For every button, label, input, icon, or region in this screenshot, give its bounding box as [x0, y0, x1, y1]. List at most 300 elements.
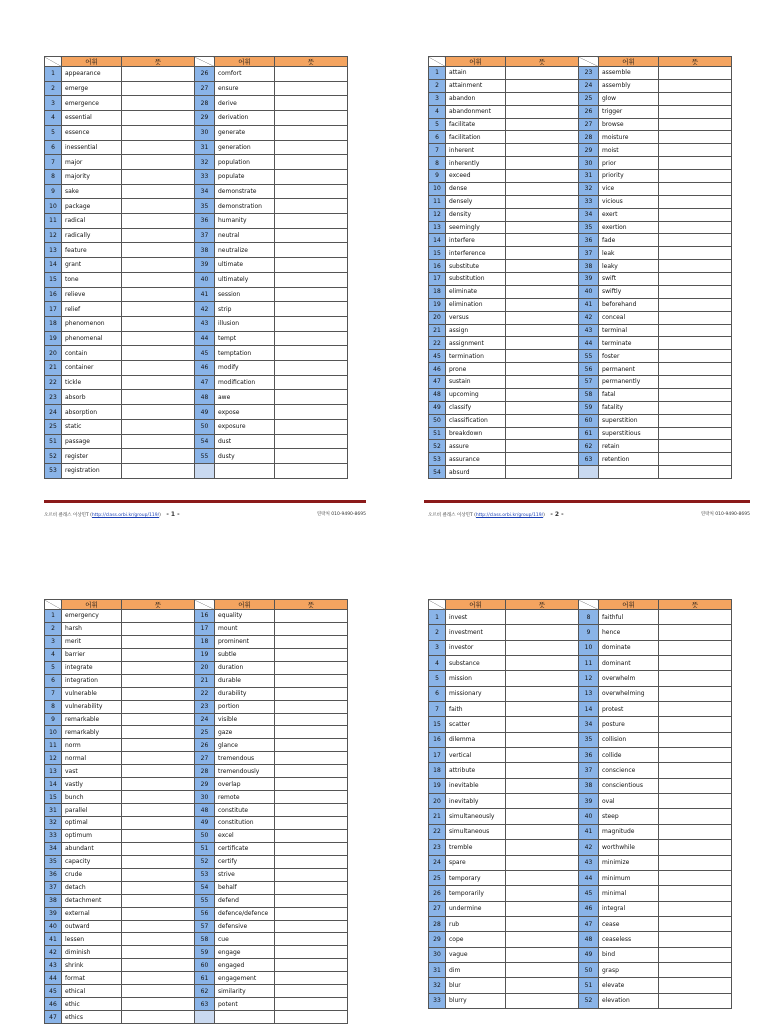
meaning-cell[interactable]	[275, 817, 348, 830]
meaning-cell[interactable]	[659, 732, 732, 747]
meaning-cell[interactable]	[122, 258, 195, 273]
meaning-cell[interactable]	[506, 870, 579, 885]
meaning-cell[interactable]	[506, 440, 579, 453]
meaning-cell[interactable]	[506, 732, 579, 747]
meaning-cell[interactable]	[275, 111, 348, 126]
meaning-cell[interactable]	[659, 144, 732, 157]
table-row	[45, 390, 348, 405]
meaning-cell[interactable]	[659, 208, 732, 221]
meaning-cell[interactable]	[275, 258, 348, 273]
meaning-cell[interactable]	[659, 182, 732, 195]
meaning-cell[interactable]	[659, 285, 732, 298]
meaning-cell[interactable]	[659, 886, 732, 901]
meaning-cell[interactable]	[122, 778, 195, 791]
table-row	[45, 169, 348, 184]
meaning-cell[interactable]	[122, 622, 195, 635]
meaning-cell[interactable]	[275, 184, 348, 199]
meaning-cell[interactable]	[506, 414, 579, 427]
meaning-cell[interactable]	[659, 195, 732, 208]
meaning-cell[interactable]	[659, 337, 732, 350]
meaning-cell[interactable]	[506, 350, 579, 363]
meaning-cell[interactable]	[506, 208, 579, 221]
meaning-cell[interactable]	[122, 804, 195, 817]
meaning-cell[interactable]	[659, 763, 732, 778]
meaning-cell[interactable]	[659, 901, 732, 916]
table-row	[45, 700, 348, 713]
meaning-cell[interactable]	[122, 302, 195, 317]
meaning-cell[interactable]	[122, 610, 195, 623]
meaning-cell[interactable]	[275, 700, 348, 713]
meaning-cell[interactable]	[122, 346, 195, 361]
meaning-cell[interactable]	[506, 886, 579, 901]
word-number: 51	[429, 427, 446, 440]
meaning-cell[interactable]	[506, 170, 579, 183]
meaning-cell[interactable]	[659, 686, 732, 701]
meaning-cell[interactable]	[275, 81, 348, 96]
meaning-cell[interactable]	[659, 363, 732, 376]
meaning-cell[interactable]	[275, 155, 348, 170]
word-cell: elevate	[599, 978, 659, 993]
meaning-cell[interactable]	[275, 169, 348, 184]
meaning-cell[interactable]	[506, 363, 579, 376]
meaning-cell[interactable]	[506, 717, 579, 732]
meaning-cell[interactable]	[275, 346, 348, 361]
word-number: 23	[579, 67, 599, 80]
word-cell: classify	[446, 401, 506, 414]
meaning-cell[interactable]	[122, 449, 195, 464]
meaning-cell[interactable]	[275, 959, 348, 972]
meaning-cell[interactable]	[122, 855, 195, 868]
meaning-cell[interactable]	[659, 260, 732, 273]
meaning-cell[interactable]	[506, 182, 579, 195]
meaning-cell[interactable]	[506, 962, 579, 977]
meaning-cell[interactable]	[659, 440, 732, 453]
table-row	[429, 855, 732, 870]
word-number: 41	[579, 824, 599, 839]
meaning-cell[interactable]	[275, 726, 348, 739]
meaning-cell[interactable]	[506, 748, 579, 763]
meaning-cell[interactable]	[122, 463, 195, 478]
meaning-cell[interactable]	[275, 868, 348, 881]
word-number: 9	[429, 170, 446, 183]
word-number: 61	[195, 972, 215, 985]
meaning-cell[interactable]	[506, 79, 579, 92]
meaning-cell[interactable]	[122, 635, 195, 648]
meaning-cell[interactable]	[275, 998, 348, 1011]
meaning-cell[interactable]	[506, 671, 579, 686]
meaning-cell[interactable]	[659, 778, 732, 793]
meaning-cell[interactable]	[659, 157, 732, 170]
meaning-cell[interactable]	[506, 466, 579, 479]
meaning-cell[interactable]	[506, 247, 579, 260]
meaning-cell[interactable]	[275, 622, 348, 635]
meaning-cell[interactable]	[275, 674, 348, 687]
table-row	[429, 414, 732, 427]
meaning-cell[interactable]	[122, 972, 195, 985]
meaning-cell[interactable]	[275, 228, 348, 243]
meaning-cell[interactable]	[659, 916, 732, 931]
meaning-cell[interactable]	[275, 331, 348, 346]
footer-link[interactable]: http://class.orbi.kr/group/119/	[91, 513, 160, 518]
meaning-cell[interactable]	[506, 932, 579, 947]
meaning-cell[interactable]	[506, 376, 579, 389]
meaning-cell[interactable]	[659, 388, 732, 401]
meaning-cell[interactable]	[122, 390, 195, 405]
meaning-cell[interactable]	[275, 302, 348, 317]
meaning-cell[interactable]	[275, 829, 348, 842]
word-cell: foster	[599, 350, 659, 363]
meaning-cell[interactable]	[122, 894, 195, 907]
meaning-cell[interactable]	[122, 739, 195, 752]
meaning-cell[interactable]	[659, 656, 732, 671]
word-number: 41	[45, 933, 62, 946]
meaning-cell[interactable]	[122, 125, 195, 140]
meaning-cell[interactable]	[275, 67, 348, 82]
meaning-cell[interactable]	[275, 842, 348, 855]
meaning-cell[interactable]	[506, 67, 579, 80]
meaning-cell[interactable]	[122, 140, 195, 155]
meaning-cell[interactable]	[275, 946, 348, 959]
meaning-cell[interactable]	[122, 184, 195, 199]
meaning-cell[interactable]	[122, 316, 195, 331]
word-cell: interference	[446, 247, 506, 260]
meaning-cell[interactable]	[122, 946, 195, 959]
meaning-cell[interactable]	[659, 247, 732, 260]
meaning-cell[interactable]	[275, 140, 348, 155]
meaning-cell[interactable]	[659, 993, 732, 1008]
meaning-cell[interactable]	[275, 687, 348, 700]
meaning-cell[interactable]	[275, 765, 348, 778]
meaning-cell[interactable]	[122, 228, 195, 243]
meaning-cell[interactable]	[506, 427, 579, 440]
meaning-cell[interactable]	[122, 829, 195, 842]
meaning-cell[interactable]	[659, 947, 732, 962]
meaning-cell[interactable]	[122, 933, 195, 946]
meaning-cell[interactable]	[506, 260, 579, 273]
meaning-cell[interactable]	[506, 337, 579, 350]
meaning-cell[interactable]	[275, 463, 348, 478]
word-number: 28	[195, 96, 215, 111]
meaning-cell[interactable]	[275, 855, 348, 868]
meaning-cell[interactable]	[122, 375, 195, 390]
meaning-cell[interactable]	[275, 778, 348, 791]
meaning-cell[interactable]	[122, 998, 195, 1011]
meaning-cell[interactable]	[122, 1011, 195, 1024]
meaning-cell[interactable]	[659, 840, 732, 855]
meaning-cell[interactable]	[122, 111, 195, 126]
meaning-cell[interactable]	[659, 717, 732, 732]
meaning-cell[interactable]	[275, 985, 348, 998]
meaning-cell[interactable]	[659, 79, 732, 92]
meaning-cell[interactable]	[506, 131, 579, 144]
meaning-cell[interactable]	[275, 752, 348, 765]
meaning-cell[interactable]	[122, 674, 195, 687]
meaning-cell[interactable]	[275, 635, 348, 648]
meaning-cell[interactable]	[122, 907, 195, 920]
meaning-cell[interactable]	[506, 105, 579, 118]
meaning-cell[interactable]	[506, 298, 579, 311]
meaning-cell[interactable]	[122, 96, 195, 111]
word-cell: terminate	[599, 337, 659, 350]
footer-contact: 연락처 010-9490-8695	[700, 512, 750, 517]
meaning-cell[interactable]	[659, 414, 732, 427]
meaning-cell[interactable]	[122, 752, 195, 765]
meaning-cell[interactable]	[506, 993, 579, 1008]
meaning-cell[interactable]	[506, 221, 579, 234]
table-row	[429, 901, 732, 916]
meaning-cell[interactable]	[659, 298, 732, 311]
meaning-cell[interactable]	[506, 824, 579, 839]
meaning-cell[interactable]	[275, 804, 348, 817]
meaning-cell[interactable]	[506, 625, 579, 640]
meaning-cell[interactable]	[506, 778, 579, 793]
meaning-cell[interactable]	[122, 959, 195, 972]
meaning-cell[interactable]	[506, 855, 579, 870]
word-number: 6	[429, 131, 446, 144]
meaning-cell[interactable]	[275, 125, 348, 140]
meaning-cell[interactable]	[506, 144, 579, 157]
word-number: 30	[195, 791, 215, 804]
word-number: 28	[429, 916, 446, 931]
meaning-cell[interactable]	[122, 67, 195, 82]
meaning-cell[interactable]	[659, 118, 732, 131]
meaning-cell[interactable]	[659, 376, 732, 389]
meaning-cell[interactable]	[659, 824, 732, 839]
word-cell: protest	[599, 702, 659, 717]
meaning-cell[interactable]	[122, 434, 195, 449]
meaning-cell[interactable]	[122, 272, 195, 287]
meaning-cell[interactable]	[659, 221, 732, 234]
meaning-cell[interactable]	[122, 405, 195, 420]
meaning-cell[interactable]	[275, 287, 348, 302]
meaning-cell[interactable]	[506, 947, 579, 962]
meaning-cell[interactable]	[122, 243, 195, 258]
meaning-cell[interactable]	[659, 234, 732, 247]
word-number: 5	[45, 125, 62, 140]
meaning-cell[interactable]	[659, 350, 732, 363]
meaning-cell[interactable]	[659, 978, 732, 993]
table-row	[45, 302, 348, 317]
meaning-cell[interactable]	[506, 92, 579, 105]
word-cell: register	[62, 449, 122, 464]
meaning-cell[interactable]	[275, 791, 348, 804]
meaning-cell[interactable]	[122, 169, 195, 184]
word-cell: vertical	[446, 748, 506, 763]
table-row	[429, 962, 732, 977]
meaning-cell[interactable]	[122, 765, 195, 778]
word-cell: exceed	[446, 170, 506, 183]
meaning-cell[interactable]	[275, 661, 348, 674]
meaning-cell[interactable]	[275, 881, 348, 894]
meaning-cell[interactable]	[506, 273, 579, 286]
meaning-cell[interactable]	[506, 401, 579, 414]
table-row	[429, 221, 732, 234]
meaning-cell[interactable]	[506, 388, 579, 401]
meaning-cell[interactable]	[275, 419, 348, 434]
meaning-cell[interactable]	[122, 687, 195, 700]
word-number: 32	[429, 978, 446, 993]
meaning-cell[interactable]	[275, 920, 348, 933]
footer-link[interactable]: http://class.orbi.kr/group/119/	[475, 513, 544, 518]
meaning-cell[interactable]	[659, 870, 732, 885]
meaning-cell[interactable]	[275, 243, 348, 258]
meaning-cell[interactable]	[506, 763, 579, 778]
meaning-cell[interactable]	[275, 434, 348, 449]
word-cell: demonstration	[215, 199, 275, 214]
word-number: 19	[429, 778, 446, 793]
meaning-cell[interactable]	[659, 273, 732, 286]
meaning-cell[interactable]	[275, 405, 348, 420]
word-cell: vague	[446, 947, 506, 962]
meaning-cell[interactable]	[275, 972, 348, 985]
word-number: 43	[579, 324, 599, 337]
meaning-cell[interactable]	[122, 881, 195, 894]
meaning-cell[interactable]	[122, 155, 195, 170]
meaning-cell[interactable]	[275, 361, 348, 376]
meaning-cell[interactable]	[275, 316, 348, 331]
meaning-cell[interactable]	[659, 794, 732, 809]
meaning-cell[interactable]	[275, 739, 348, 752]
meaning-cell[interactable]	[506, 656, 579, 671]
meaning-cell[interactable]	[122, 920, 195, 933]
meaning-cell[interactable]	[506, 686, 579, 701]
meaning-cell[interactable]	[275, 713, 348, 726]
meaning-cell[interactable]	[506, 640, 579, 655]
meaning-cell[interactable]	[506, 324, 579, 337]
meaning-cell[interactable]	[275, 390, 348, 405]
meaning-cell[interactable]	[275, 1011, 348, 1024]
meaning-cell[interactable]	[659, 932, 732, 947]
word-number: 60	[579, 414, 599, 427]
word-number: 16	[429, 260, 446, 273]
meaning-cell[interactable]	[506, 311, 579, 324]
meaning-cell[interactable]	[506, 794, 579, 809]
word-number: 45	[195, 346, 215, 361]
meaning-cell[interactable]	[122, 361, 195, 376]
meaning-cell[interactable]	[659, 311, 732, 324]
meaning-cell[interactable]	[659, 466, 732, 479]
table-row	[429, 79, 732, 92]
meaning-cell[interactable]	[275, 214, 348, 229]
meaning-cell[interactable]	[122, 791, 195, 804]
word-number: 24	[429, 855, 446, 870]
meaning-cell[interactable]	[275, 449, 348, 464]
meaning-cell[interactable]	[122, 287, 195, 302]
word-cell: ethical	[62, 985, 122, 998]
meaning-cell[interactable]	[659, 92, 732, 105]
table-row	[45, 920, 348, 933]
word-number: 46	[195, 361, 215, 376]
word-number: 17	[429, 748, 446, 763]
meaning-cell[interactable]	[275, 907, 348, 920]
meaning-cell[interactable]	[122, 817, 195, 830]
meaning-cell[interactable]	[122, 331, 195, 346]
meaning-cell[interactable]	[506, 157, 579, 170]
meaning-cell[interactable]	[122, 713, 195, 726]
meaning-cell[interactable]	[122, 726, 195, 739]
meaning-cell[interactable]	[659, 67, 732, 80]
meaning-cell[interactable]	[659, 625, 732, 640]
meaning-cell[interactable]	[275, 610, 348, 623]
meaning-cell[interactable]	[659, 962, 732, 977]
meaning-cell[interactable]	[275, 199, 348, 214]
meaning-cell[interactable]	[659, 809, 732, 824]
meaning-cell[interactable]	[659, 401, 732, 414]
meaning-cell[interactable]	[506, 916, 579, 931]
meaning-cell[interactable]	[506, 840, 579, 855]
word-number: 44	[195, 331, 215, 346]
word-cell: dominate	[599, 640, 659, 655]
meaning-cell[interactable]	[122, 199, 195, 214]
word-number: 39	[45, 907, 62, 920]
word-cell: excel	[215, 829, 275, 842]
meaning-cell[interactable]	[122, 214, 195, 229]
meaning-cell[interactable]	[506, 901, 579, 916]
meaning-cell[interactable]	[659, 702, 732, 717]
meaning-cell[interactable]	[122, 81, 195, 96]
word-cell: strive	[215, 868, 275, 881]
meaning-cell[interactable]	[506, 234, 579, 247]
meaning-cell[interactable]	[506, 195, 579, 208]
meaning-cell[interactable]	[122, 419, 195, 434]
meaning-cell[interactable]	[659, 170, 732, 183]
word-number: 10	[579, 640, 599, 655]
meaning-cell[interactable]	[506, 285, 579, 298]
word-cell: priority	[599, 170, 659, 183]
meaning-cell[interactable]	[275, 375, 348, 390]
meaning-cell[interactable]	[122, 842, 195, 855]
meaning-cell[interactable]	[122, 661, 195, 674]
meaning-cell[interactable]	[659, 610, 732, 625]
word-cell: engagement	[215, 972, 275, 985]
word-number: 40	[579, 285, 599, 298]
meaning-cell[interactable]	[659, 748, 732, 763]
table-row	[429, 118, 732, 131]
meaning-cell[interactable]	[122, 868, 195, 881]
meaning-cell[interactable]	[659, 427, 732, 440]
meaning-cell[interactable]	[659, 855, 732, 870]
meaning-cell[interactable]	[506, 978, 579, 993]
meaning-cell[interactable]	[275, 894, 348, 907]
word-number: 52	[45, 449, 62, 464]
word-cell: inherent	[446, 144, 506, 157]
meaning-cell[interactable]	[659, 324, 732, 337]
meaning-cell[interactable]	[506, 702, 579, 717]
corner-header	[429, 57, 446, 67]
meaning-cell[interactable]	[275, 272, 348, 287]
meaning-cell[interactable]	[506, 610, 579, 625]
word-number: 12	[579, 671, 599, 686]
meaning-cell[interactable]	[122, 700, 195, 713]
meaning-cell[interactable]	[506, 118, 579, 131]
meaning-cell[interactable]	[275, 96, 348, 111]
meaning-cell[interactable]	[275, 933, 348, 946]
meaning-cell[interactable]	[506, 453, 579, 466]
table-row	[429, 182, 732, 195]
meaning-cell[interactable]	[659, 453, 732, 466]
meaning-cell[interactable]	[659, 640, 732, 655]
meaning-cell[interactable]	[122, 648, 195, 661]
meaning-cell[interactable]	[506, 809, 579, 824]
meaning-cell[interactable]	[275, 648, 348, 661]
meaning-cell[interactable]	[659, 131, 732, 144]
word-cell: dim	[446, 962, 506, 977]
meaning-cell[interactable]	[659, 105, 732, 118]
meaning-header: 뜻	[506, 600, 579, 610]
meaning-cell[interactable]	[122, 985, 195, 998]
meaning-header: 뜻	[122, 57, 195, 67]
meaning-cell[interactable]	[659, 671, 732, 686]
